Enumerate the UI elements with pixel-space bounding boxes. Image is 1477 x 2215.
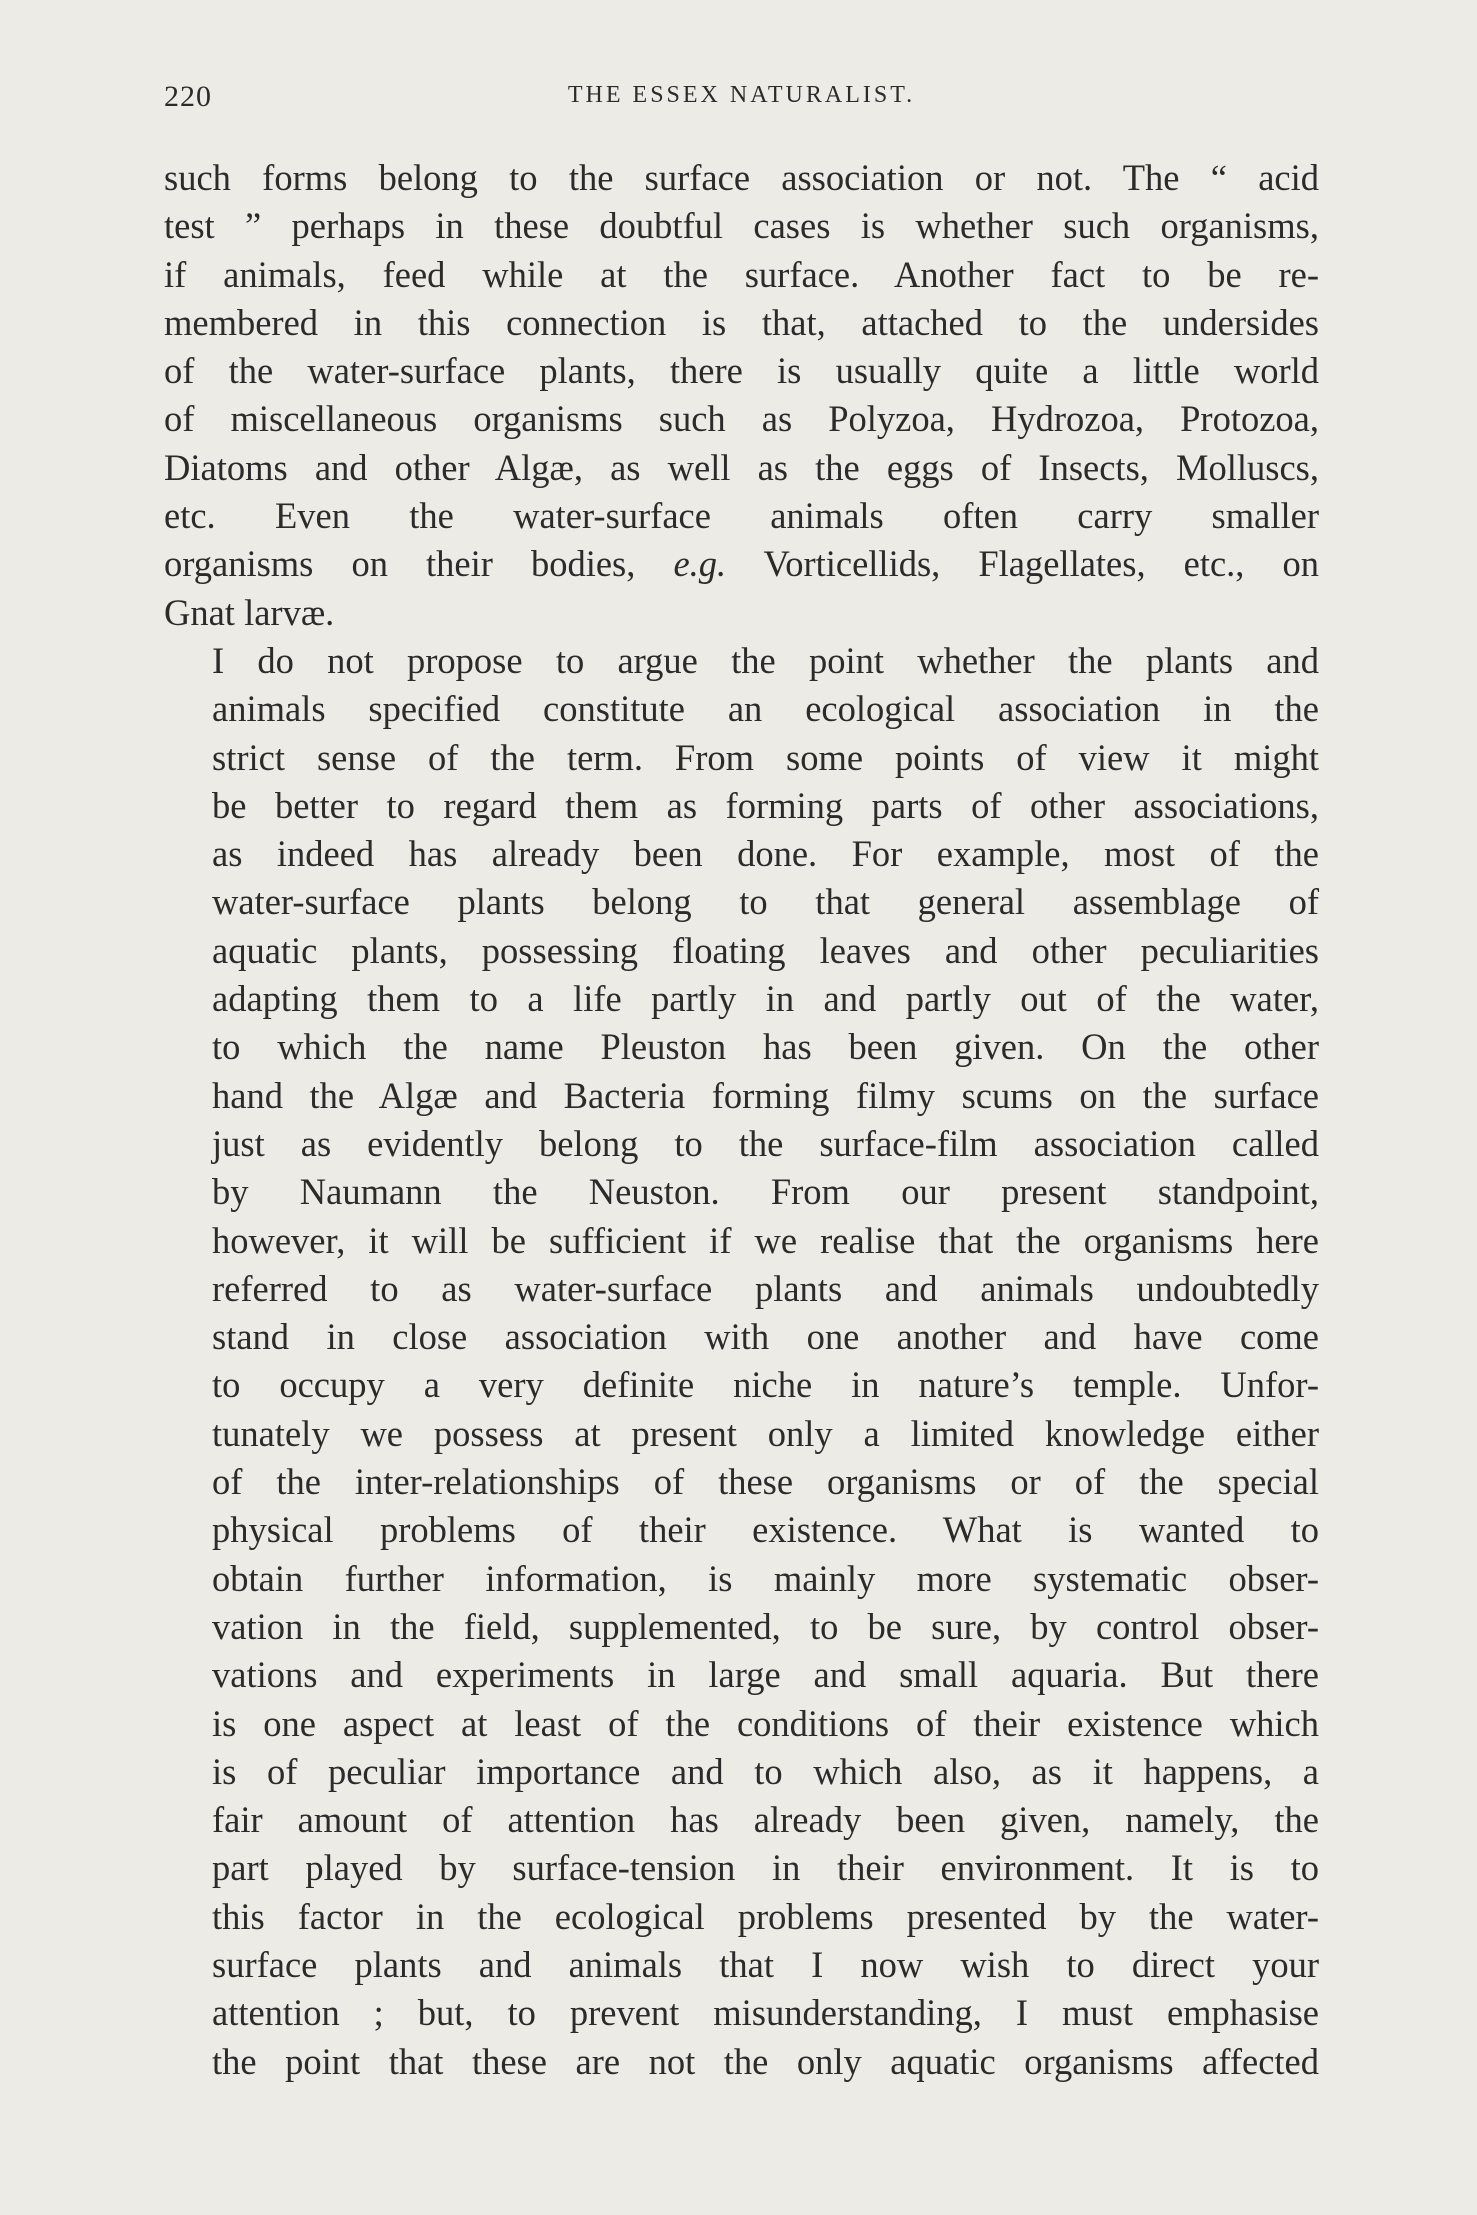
text-line: fair amount of attention has already been given, namely, the [212,1799,1319,1841]
paragraph-2 [164,637,1319,2086]
text-line: vations and experiments in large and small aquaria. But there [212,1654,1319,1696]
text-line: if animals, feed while at the surface. Another fact to be re- [164,253,1319,295]
text-line: surface plants and animals that I now wish to direct your [212,1943,1319,1985]
running-title: THE ESSEX NATURALIST. [567,82,916,108]
text-line: test ” perhaps in these doubtful cases is whether such organisms, [164,205,1319,247]
text-line: to which the name Pleuston has been given. On the other [212,1026,1319,1068]
italic-abbreviation: e.g. [673,543,727,585]
text-line: vation in the field, supplemented, to be sure, by control obser- [212,1605,1319,1647]
text-line: is of peculiar importance and to which also, as it happens, a [212,1750,1319,1792]
text-line: Diatoms and other Algæ, as well as the eggs of Insects, Molluscs, [164,446,1319,488]
text-line: just as evidently belong to the surface-film association called [212,1122,1319,1164]
text-line: referred to as water-surface plants and animals undoubtedly [212,1267,1319,1309]
text-line: such forms belong to the surface association or not. The “ acid [164,157,1319,198]
text-line: attention ; but, to prevent misunderstanding, I must emphasise [212,1992,1319,2034]
paragraph-1 [164,154,1319,637]
text-line: Gnat larvæ. [164,591,335,633]
text-line: organisms on their bodies, e.g. Vorticellids, Flagellates, etc., on [164,543,1319,585]
text-line: water-surface plants belong to that general assemblage of [212,881,1319,923]
text-line: of the water-surface plants, there is usually quite a little world [164,350,1319,392]
text-line: as indeed has already been done. For example, most of the [212,833,1319,875]
text-line: aquatic plants, possessing floating leaves and other peculiarities [212,929,1319,971]
page-header [164,80,1319,120]
text-line: tunately we possess at present only a limited knowledge either [212,1412,1319,1454]
text-line: etc. Even the water-surface animals often carry smaller [164,495,1319,537]
text-line: strict sense of the term. From some points of view it might [212,736,1319,778]
text-line: membered in this connection is that, attached to the undersides [164,301,1319,343]
text-line: by Naumann the Neuston. From our present standpoint, [212,1171,1319,1213]
text-line: hand the Algæ and Bacteria forming filmy scums on the surface [212,1074,1319,1116]
text-line: to occupy a very definite niche in nature’s temple. Unfor- [212,1364,1319,1406]
text-line: the point that these are not the only aquatic organisms affected [212,2040,1319,2082]
text-line: of the inter-relationships of these organisms or of the special [212,1461,1319,1503]
text-line: physical problems of their existence. What is wanted to [212,1509,1319,1551]
text-line: part played by surface-tension in their environment. It is to [212,1847,1319,1889]
text-line: stand in close association with one another and have come [212,1316,1319,1358]
text-line: is one aspect at least of the conditions of their existence which [212,1702,1319,1744]
body-text [164,154,1319,2086]
text-line: I do not propose to argue the point whether the plants and [212,639,1319,681]
text-line: adapting them to a life partly in and partly out of the water, [212,978,1319,1020]
page-number: 220 [164,80,212,113]
text-line: however, it will be sufficient if we realise that the organisms here [212,1219,1319,1261]
text-line: obtain further information, is mainly more systematic obser- [212,1557,1319,1599]
text-line: of miscellaneous organisms such as Polyzoa, Hydrozoa, Protozoa, [164,398,1319,440]
text-line: animals specified constitute an ecological association in the [212,688,1319,730]
text-line: be better to regard them as forming parts of other associations, [212,784,1319,826]
text-line: this factor in the ecological problems presented by the water- [212,1895,1319,1937]
